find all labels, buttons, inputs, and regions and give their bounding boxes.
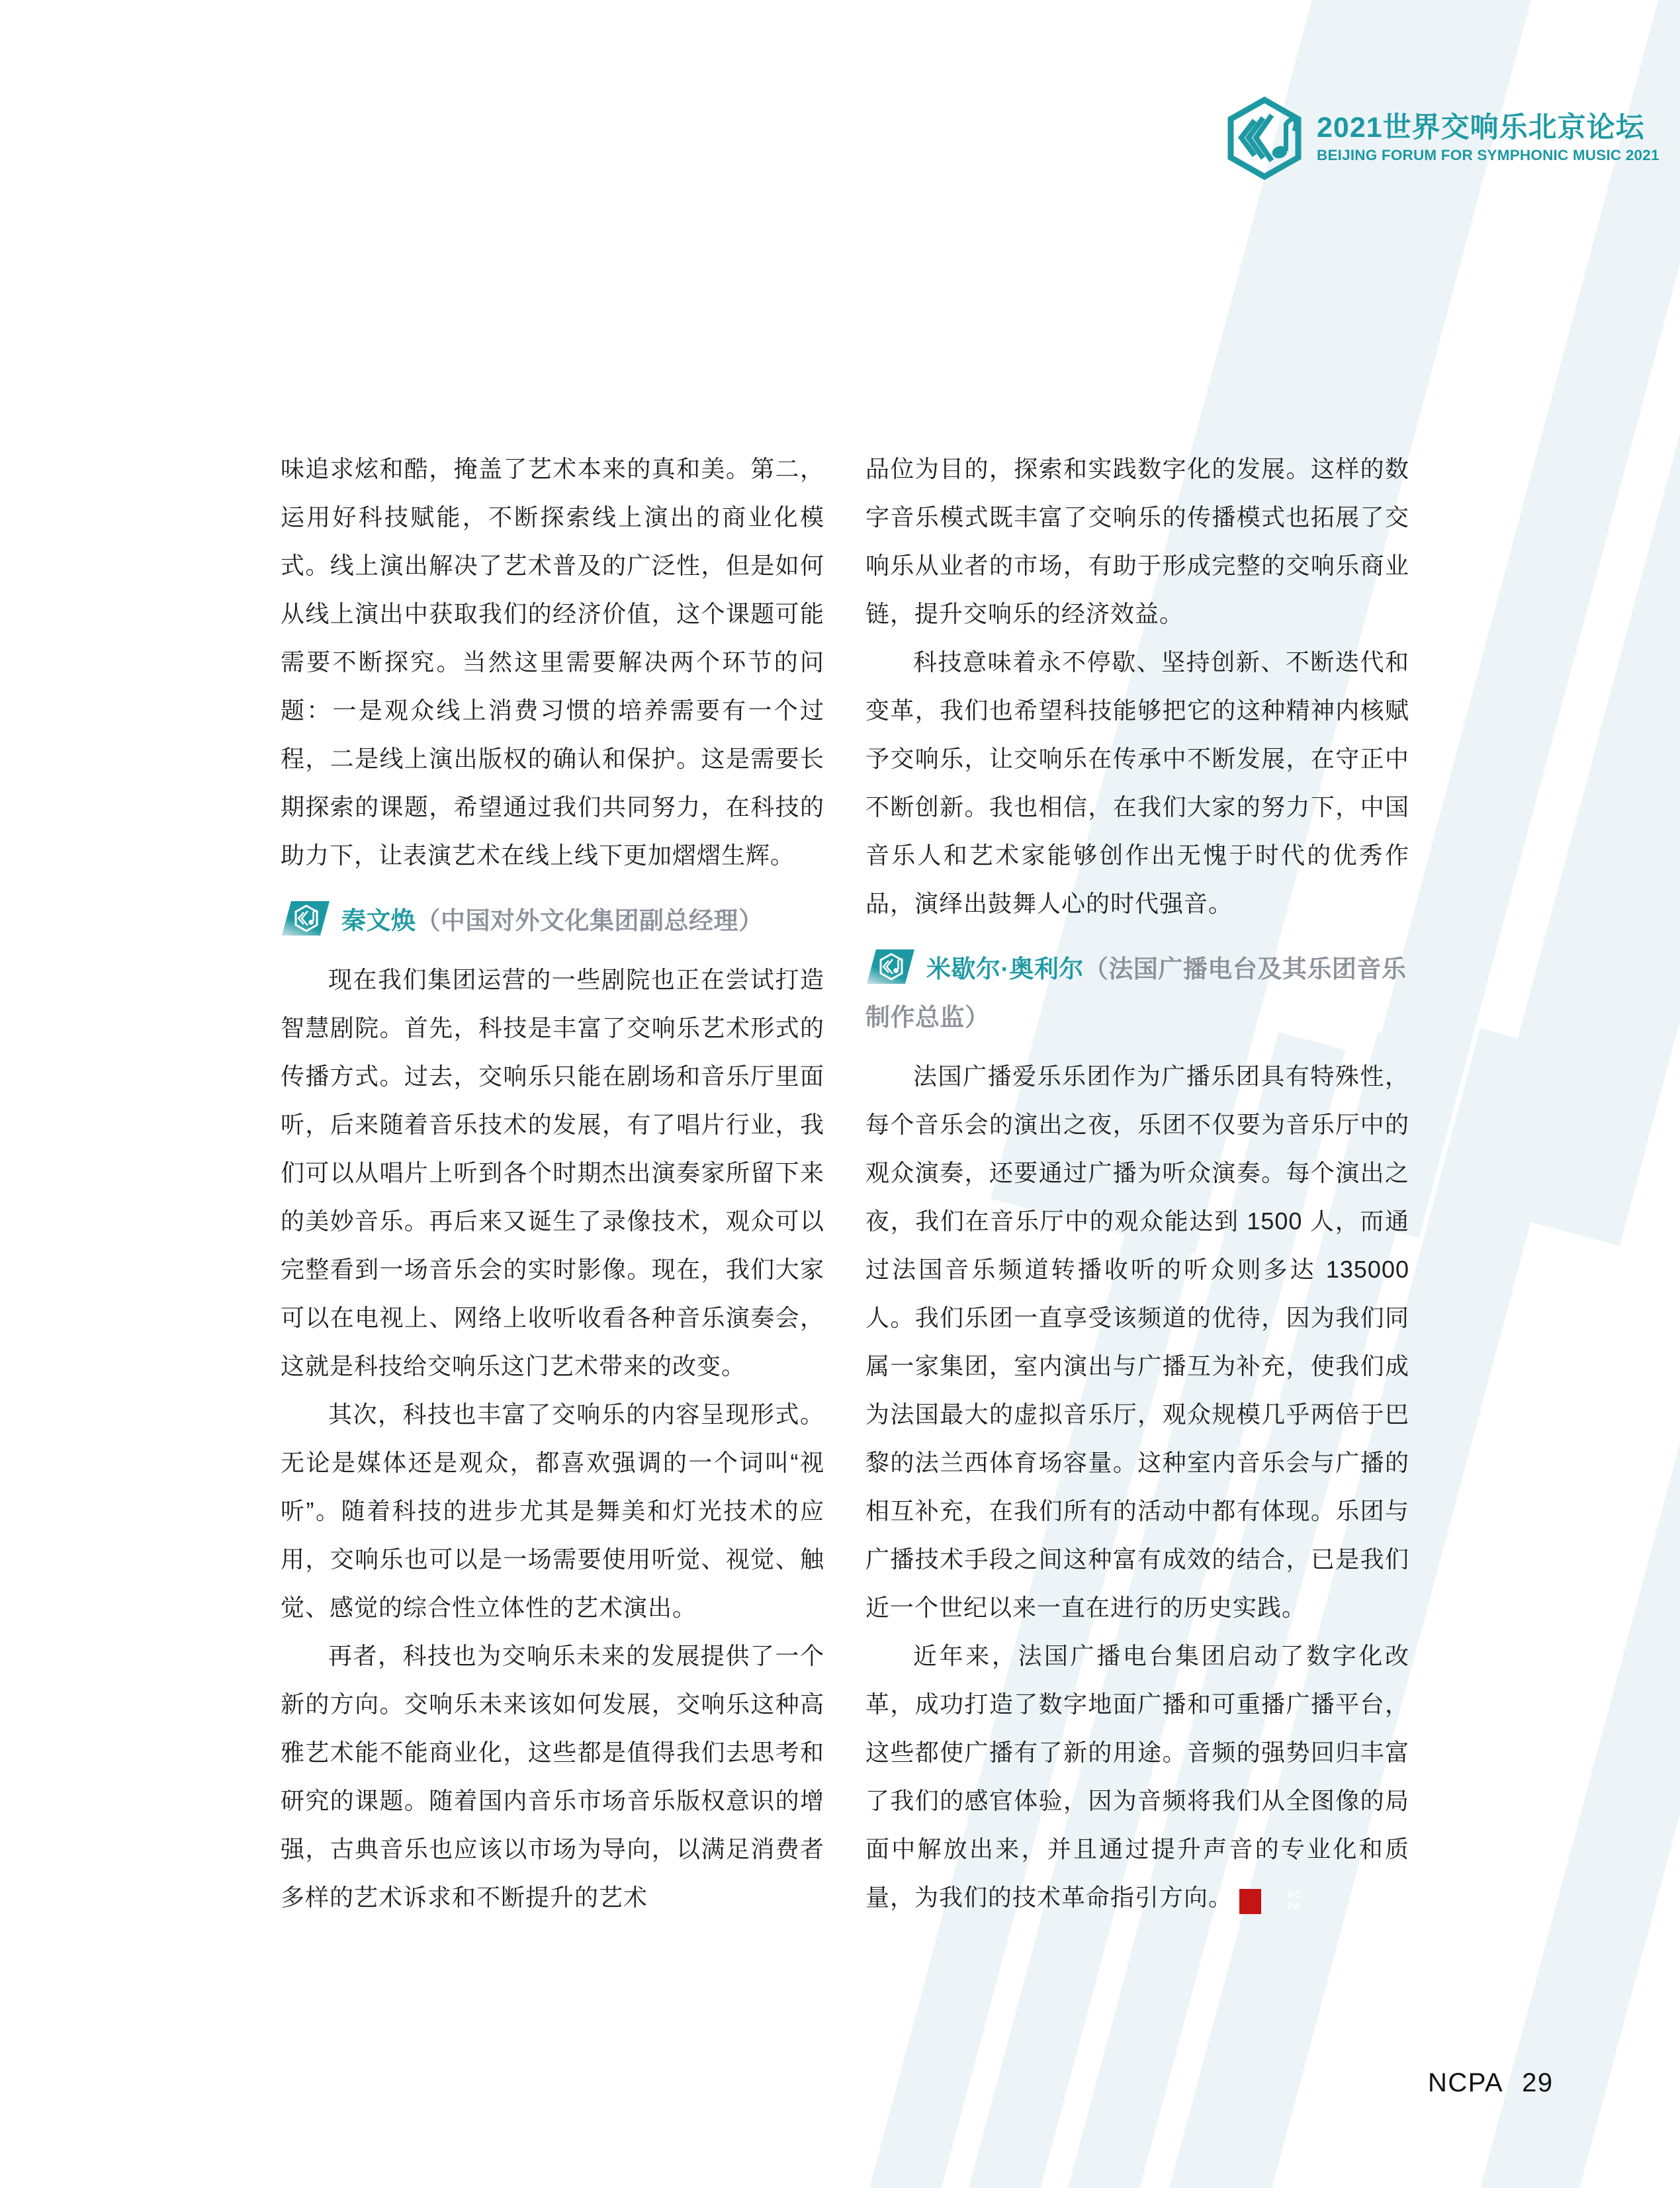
speaker-badge-icon — [281, 900, 331, 936]
forum-logo-icon — [1225, 97, 1304, 180]
paragraph: 科技意味着永不停歇、坚持创新、不断迭代和变革，我们也希望科技能够把它的这种精神内核赋予交响乐，让交响乐在传承中不断发展，在守正中不断创新。我也相信，在我们大家的努力下，中国音乐人和艺术家能够创作出无愧于时代的优秀作品，演绎出鼓舞人心的时代强音。 — [865, 648, 1409, 917]
paragraph-text: 近年来，法国广播电台集团启动了数字化改革，成功打造了数字地面广播和可重播广播平台，这些都使广播有了新的用途。音频的强势回归丰富了我们的感官体验，因为音频将我们从全图像的局面中解放出来，并且通过提升声音的专业化和质量，为我们的技术革命指引方向。 — [865, 1642, 1409, 1911]
speaker-title: （法国广播电台及其乐团音乐制作总监） — [865, 955, 1407, 1031]
speaker-heading-qin-wenhuan — [281, 897, 824, 945]
paragraph-continued-column: 品位为目的，探索和实践数字化的发展。这样的数字音乐模式既丰富了交响乐的传播模式也拓展了交响乐从业者的市场，有助于形成完整的交响乐商业链，提升交响乐的经济效益。 — [865, 455, 1409, 627]
paragraph: 现在我们集团运营的一些剧院也正在尝试打造智慧剧院。首先，科技是丰富了交响乐艺术形式的传播方式。过去，交响乐只能在剧场和音乐厅里面听，后来随着音乐技术的发展，有了唱片行业，我们可以从唱片上听到各个时期杰出演奏家所留下来的美妙音乐。再后来又诞生了录像技术，观众可以完整看到一场音乐会的实时影像。现在，我们大家可以在电视上、网络上收听收看各种音乐演奏会，这就是科技给交响乐这门艺术带来的改变。 — [281, 966, 824, 1379]
ncpa-end-mark-line1: NC — [1287, 1890, 1302, 1901]
left-column — [281, 445, 824, 1921]
speaker-heading-michel-orier — [865, 945, 1409, 1041]
paragraph: 再者，科技也为交响乐未来的发展提供了一个新的方向。交响乐未来该如何发展，交响乐这种高雅艺术能不能商业化，这些都是值得我们去思考和研究的课题。随着国内音乐市场音乐版权意识的增强，古典音乐也应该以市场为导向，以满足消费者多样的艺术诉求和不断提升的艺术 — [281, 1642, 824, 1911]
speaker-badge-icon — [865, 949, 916, 985]
ncpa-end-mark-line2: PA — [1287, 1902, 1302, 1912]
speaker-title: （中国对外文化集团副总经理） — [416, 907, 764, 934]
forum-title-en: BEIJING FORUM FOR SYMPHONIC MUSIC 2021 — [1317, 147, 1659, 163]
paragraph-continued-speaker-1: 味追求炫和酷，掩盖了艺术本来的真和美。第二，运用好科技赋能，不断探索线上演出的商业化模式。线上演出解决了艺术普及的广泛性，但是如何从线上演出中获取我们的经济价值，这个课题可能需要不断探究。当然这里需要解决两个环节的问题：一是观众线上消费习惯的培养需要有一个过程，二是线上演出版权的确认和保护。这是需要长期探索的课题，希望通过我们共同努力，在科技的助力下，让表演艺术在线上线下更加熠熠生辉。 — [281, 455, 824, 869]
speaker-name: 秦文焕 — [341, 907, 416, 934]
footer-page-number: 29 — [1522, 2068, 1554, 2097]
paragraph: 法国广播爱乐乐团作为广播乐团具有特殊性，每个音乐会的演出之夜，乐团不仅要为音乐厅中的观众演奏，还要通过广播为听众演奏。每个演出之夜，我们在音乐厅中的观众能达到 1500 人，而通过法国音乐频道转播收听的听众则多达 135000 人。我们乐团一直享受该频道的优待，因为我们同属一家集团，室内演出与广播互为补充，使我们成为法国最大的虚拟音乐厅，观众规模几乎两倍于巴黎的法兰西体育场容量。这种室内音乐会与广播的相互补充，在我们所有的活动中都有体现。乐团与广播技术手段之间这种富有成效的结合，已是我们近一个世纪以来一直在进行的历史实践。 — [865, 1063, 1409, 1621]
forum-brand-text — [1317, 111, 1659, 165]
paragraph — [865, 1632, 1409, 1921]
forum-brand — [1225, 97, 1659, 180]
footer-brand: NCPA — [1428, 2068, 1504, 2097]
forum-title-cn: 2021世界交响乐北京论坛 — [1317, 112, 1645, 144]
page-footer — [1428, 2068, 1554, 2098]
speaker-name: 米歇尔·奥利尔 — [926, 955, 1084, 983]
ncpa-end-mark — [1239, 1889, 1302, 1914]
paragraph: 其次，科技也丰富了交响乐的内容呈现形式。无论是媒体还是观众，都喜欢强调的一个词叫“视听”。随着科技的进步尤其是舞美和灯光技术的应用，交响乐也可以是一场需要使用听觉、视觉、触觉、感觉的综合性立体性的艺术演出。 — [281, 1401, 824, 1621]
right-column — [865, 445, 1409, 1921]
